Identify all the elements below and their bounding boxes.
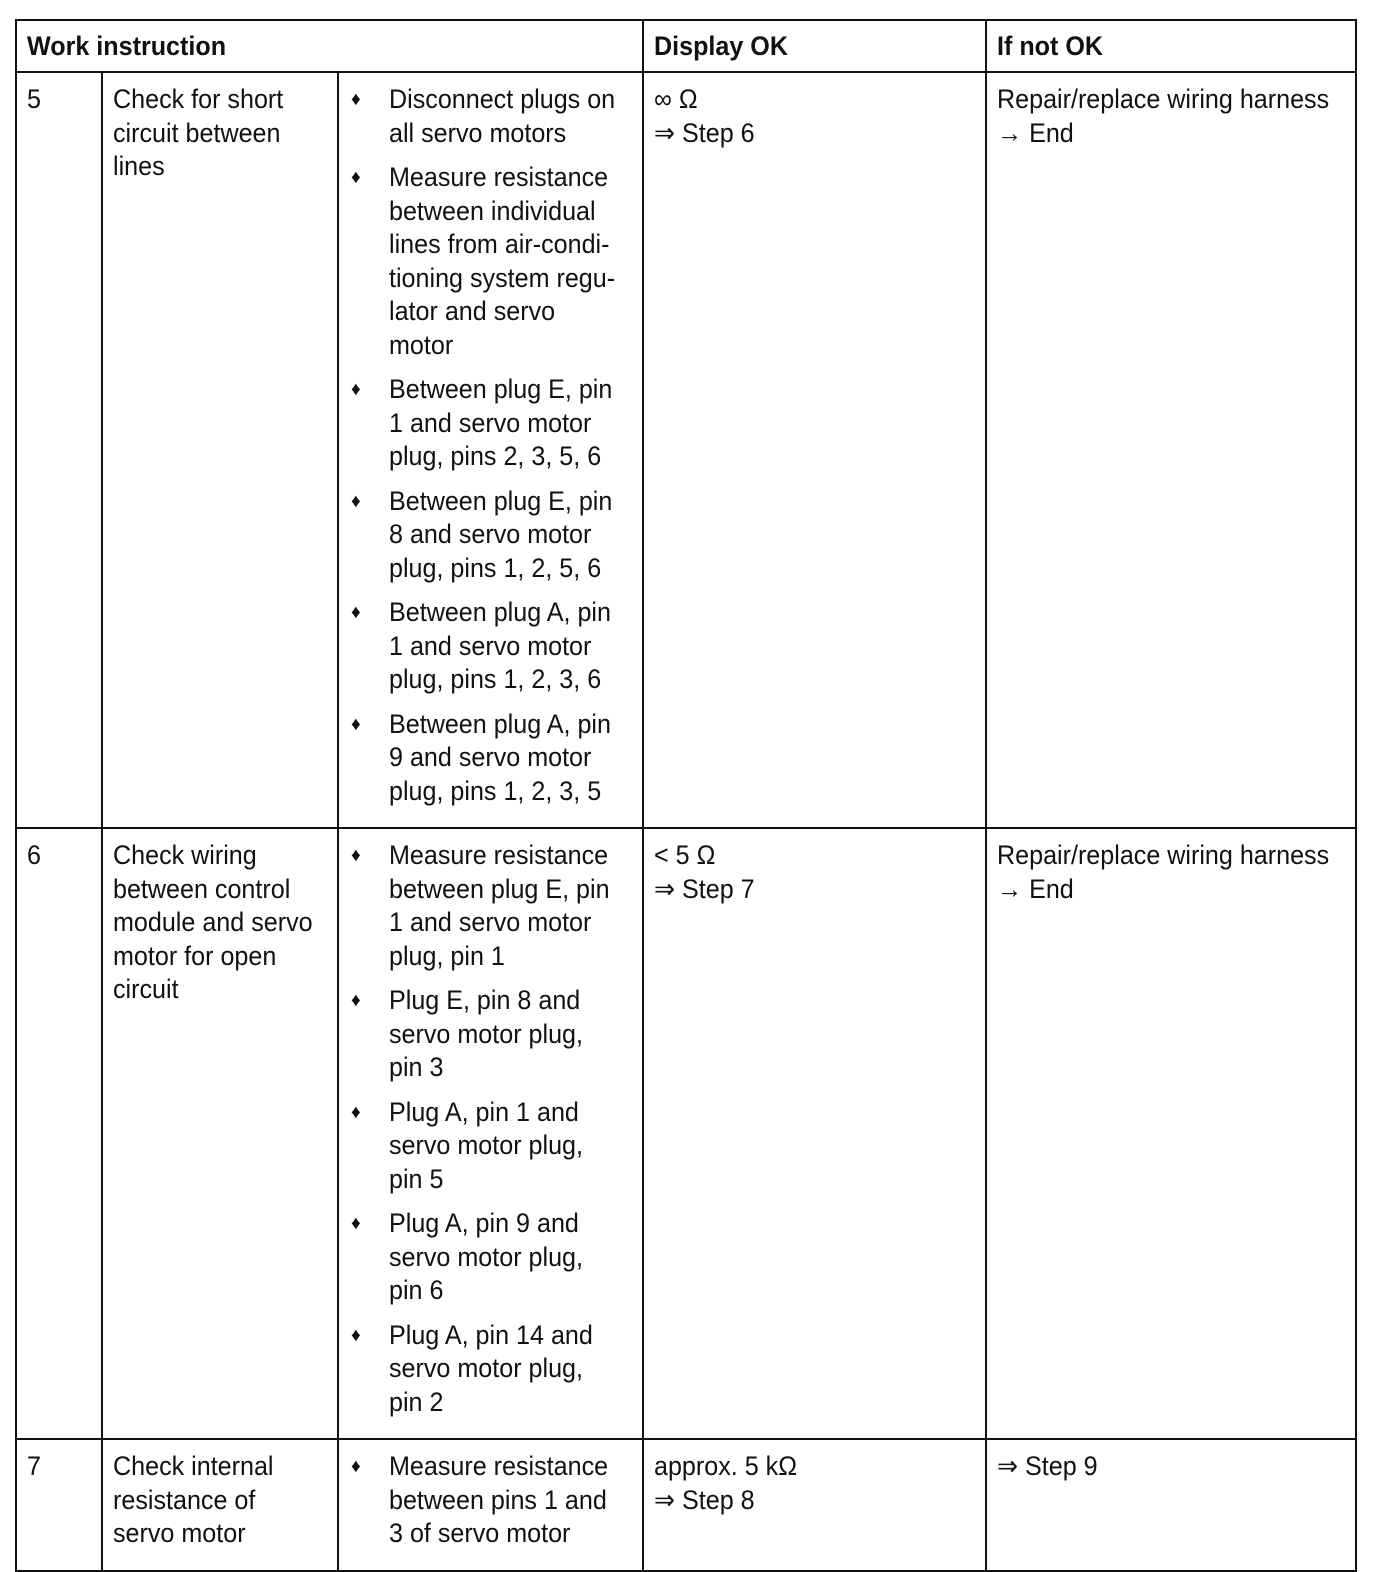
instruction-line: 1 and servo motor bbox=[389, 407, 592, 438]
instruction-line: plug, pins 2, 3, 5, 6 bbox=[389, 441, 602, 471]
task-cell bbox=[102, 1439, 338, 1571]
step-number: 7 bbox=[27, 1451, 41, 1481]
step-number: 6 bbox=[27, 840, 41, 870]
diamond-bullet-icon: ♦ bbox=[351, 1456, 361, 1477]
task-line: resistance of bbox=[113, 1484, 256, 1515]
instruction-line: Plug A, pin 1 and bbox=[389, 1096, 579, 1127]
instruction-line: pin 5 bbox=[389, 1163, 444, 1194]
if-not-ok-cell bbox=[986, 828, 1356, 1439]
display-ok-line: ∞ Ω bbox=[654, 84, 698, 114]
display-ok-cell bbox=[643, 72, 986, 828]
instruction-line: plug, pins 1, 2, 5, 6 bbox=[389, 552, 602, 583]
list-item bbox=[349, 1450, 632, 1551]
instruction-line: 8 and servo motor bbox=[389, 519, 592, 549]
display-ok-line: ⇒ Step 6 bbox=[654, 117, 755, 148]
header-if-not-ok: If not OK bbox=[986, 20, 1356, 72]
instruction-line: servo motor plug, bbox=[389, 1018, 583, 1049]
task-line: Check wiring bbox=[113, 840, 257, 870]
diamond-bullet-icon: ♦ bbox=[351, 1101, 361, 1123]
task-line: motor for open bbox=[113, 940, 277, 971]
list-item bbox=[349, 839, 632, 973]
instruction-line: pin 6 bbox=[389, 1275, 444, 1305]
instruction-line: 9 and servo motor bbox=[389, 742, 592, 772]
instruction-list bbox=[349, 839, 632, 1419]
if-not-ok-cell bbox=[986, 72, 1356, 828]
instruction-line: pin 2 bbox=[389, 1386, 444, 1417]
if-not-ok-line: ⇒ Step 9 bbox=[997, 1451, 1098, 1481]
if-not-ok-line: → End bbox=[997, 873, 1074, 904]
list-item bbox=[349, 161, 632, 362]
instruction-line: Measure resistance bbox=[389, 162, 609, 192]
diamond-bullet-icon: ♦ bbox=[351, 89, 361, 110]
instruction-line: all servo motors bbox=[389, 117, 567, 148]
list-item bbox=[349, 1096, 632, 1197]
instruction-line: tioning system regu- bbox=[389, 262, 616, 293]
instruction-line: Between plug A, pin bbox=[389, 597, 611, 627]
display-ok-line: ⇒ Step 7 bbox=[654, 873, 755, 904]
instruction-line: Measure resistance bbox=[389, 1451, 609, 1481]
step-number-cell bbox=[16, 1439, 102, 1571]
task-cell bbox=[102, 72, 338, 828]
instruction-line: servo motor plug, bbox=[389, 1353, 583, 1383]
task-line: circuit between bbox=[113, 117, 281, 148]
instruction-steps-cell bbox=[338, 1439, 643, 1571]
instruction-line: lator and servo bbox=[389, 296, 556, 326]
instruction-line: servo motor plug, bbox=[389, 1241, 583, 1272]
list-item bbox=[349, 373, 632, 474]
header-row bbox=[16, 20, 1356, 72]
instruction-line: lines from air-condi- bbox=[389, 229, 610, 259]
step-number-cell bbox=[16, 72, 102, 828]
list-item bbox=[349, 485, 632, 586]
task-line: between control bbox=[113, 873, 291, 904]
diamond-bullet-icon: ♦ bbox=[351, 1324, 361, 1346]
diamond-bullet-icon: ♦ bbox=[351, 713, 361, 735]
if-not-ok-line: Repair/replace wiring harness bbox=[997, 840, 1330, 870]
diamond-bullet-icon: ♦ bbox=[351, 845, 361, 866]
instruction-line: Between plug E, pin bbox=[389, 485, 613, 516]
instruction-list bbox=[349, 1450, 632, 1551]
instruction-line: Measure resistance bbox=[389, 840, 609, 870]
display-ok-cell bbox=[643, 1439, 986, 1571]
if-not-ok-line: Repair/replace wiring harness bbox=[997, 84, 1330, 114]
instruction-line: servo motor plug, bbox=[389, 1130, 583, 1160]
task-line: servo motor bbox=[113, 1518, 246, 1548]
instruction-line: 1 and servo motor bbox=[389, 907, 592, 937]
instruction-line: 1 and servo motor bbox=[389, 630, 592, 661]
diamond-bullet-icon: ♦ bbox=[351, 602, 361, 623]
if-not-ok-line: → End bbox=[997, 117, 1074, 148]
list-item bbox=[349, 1207, 632, 1308]
task-line: circuit bbox=[113, 974, 179, 1004]
instruction-line: between individual bbox=[389, 195, 596, 226]
header-work-instruction: Work instruction bbox=[16, 20, 643, 72]
instruction-line: Plug E, pin 8 and bbox=[389, 985, 581, 1015]
diamond-bullet-icon: ♦ bbox=[351, 990, 361, 1011]
instruction-line: Disconnect plugs on bbox=[389, 84, 616, 114]
display-ok-line: < 5 Ω bbox=[654, 840, 716, 870]
task-line: Check internal bbox=[113, 1451, 274, 1481]
table-row bbox=[16, 828, 1356, 1439]
diamond-bullet-icon: ♦ bbox=[351, 167, 361, 188]
instruction-line: Plug A, pin 9 and bbox=[389, 1208, 579, 1238]
instruction-list bbox=[349, 83, 632, 808]
if-not-ok-cell bbox=[986, 1439, 1356, 1571]
instruction-line: Between plug A, pin bbox=[389, 708, 611, 739]
table-row bbox=[16, 1439, 1356, 1571]
diamond-bullet-icon: ♦ bbox=[351, 379, 361, 400]
display-ok-cell bbox=[643, 828, 986, 1439]
step-number: 5 bbox=[27, 84, 41, 114]
task-line: lines bbox=[113, 151, 165, 181]
instruction-line: Plug A, pin 14 and bbox=[389, 1319, 593, 1350]
task-line: module and servo bbox=[113, 907, 313, 937]
list-item bbox=[349, 1319, 632, 1420]
display-ok-line: approx. 5 kΩ bbox=[654, 1451, 798, 1481]
diamond-bullet-icon: ♦ bbox=[351, 490, 361, 512]
list-item bbox=[349, 83, 632, 150]
diamond-bullet-icon: ♦ bbox=[351, 1213, 361, 1234]
instruction-line: Between plug E, pin bbox=[389, 374, 613, 404]
list-item bbox=[349, 596, 632, 697]
table-row bbox=[16, 72, 1356, 828]
instruction-line: plug, pins 1, 2, 3, 5 bbox=[389, 775, 602, 806]
step-number-cell bbox=[16, 828, 102, 1439]
table-body bbox=[16, 72, 1356, 1571]
display-ok-line: ⇒ Step 8 bbox=[654, 1484, 755, 1515]
instruction-steps-cell bbox=[338, 828, 643, 1439]
task-cell bbox=[102, 828, 338, 1439]
instruction-line: plug, pins 1, 2, 3, 6 bbox=[389, 664, 602, 694]
list-item bbox=[349, 708, 632, 809]
work-instruction-table bbox=[15, 19, 1357, 1572]
instruction-steps-cell bbox=[338, 72, 643, 828]
header-display-ok: Display OK bbox=[643, 20, 986, 72]
instruction-line: motor bbox=[389, 329, 454, 360]
instruction-line: plug, pin 1 bbox=[389, 940, 505, 971]
instruction-line: between plug E, pin bbox=[389, 873, 610, 904]
instruction-line: between pins 1 and bbox=[389, 1484, 607, 1515]
instruction-line: 3 of servo motor bbox=[389, 1518, 571, 1548]
list-item bbox=[349, 984, 632, 1085]
instruction-line: pin 3 bbox=[389, 1052, 444, 1082]
task-line: Check for short bbox=[113, 84, 284, 114]
